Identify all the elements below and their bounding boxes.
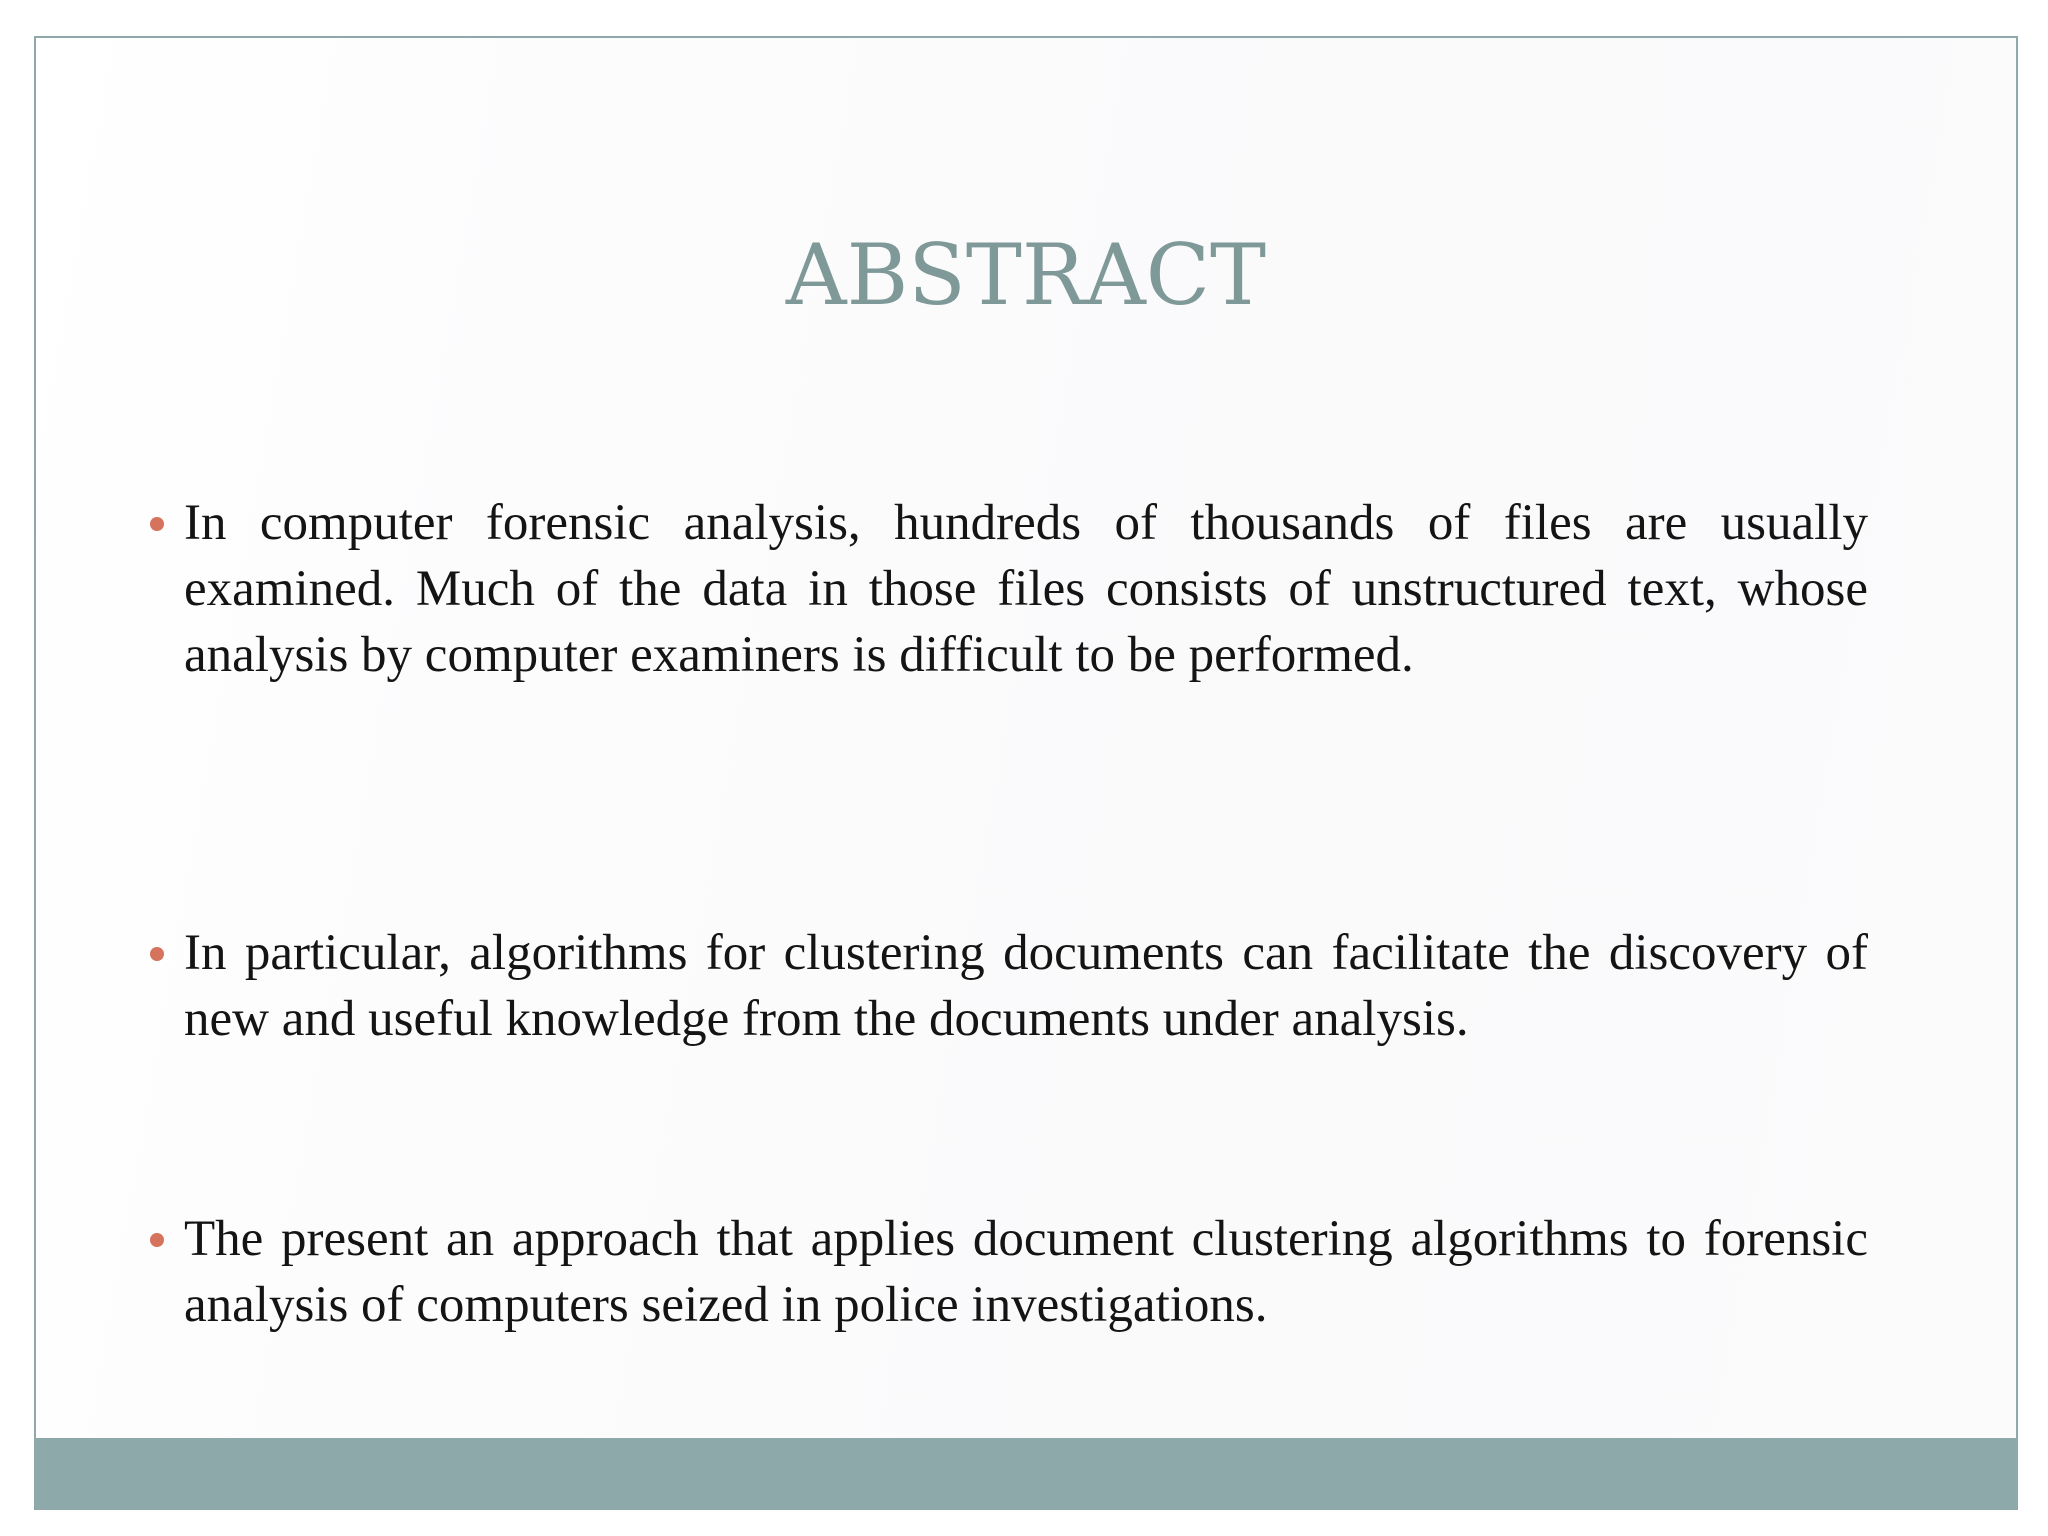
- bullet-text: In particular, algorithms for clustering documents can facilitate the discovery of new and useful knowledge from the documents under analysis.: [184, 925, 1868, 1047]
- slide: [34, 36, 2018, 1510]
- bullet-dot-icon: [150, 517, 164, 531]
- bullet-dot-icon: [150, 947, 164, 961]
- footer-bar: [36, 1438, 2016, 1508]
- bullet-item: [152, 490, 1868, 688]
- bullet-text: The present an approach that applies document clustering algorithms to forensic analysis of computers seized in police investigations.: [184, 1211, 1868, 1333]
- slide-title-text: ABSTRACT: [785, 226, 1267, 324]
- bullet-text: In computer forensic analysis, hundreds of thousands of files are usually examined. Much of the data in those files consists of unstructured text, whose analysis by computer examiners is difficult to be performed.: [184, 495, 1868, 683]
- bullet-item: [152, 1206, 1868, 1338]
- slide-title: [36, 226, 2016, 324]
- bullet-item: [152, 920, 1868, 1052]
- bullet-dot-icon: [150, 1233, 164, 1247]
